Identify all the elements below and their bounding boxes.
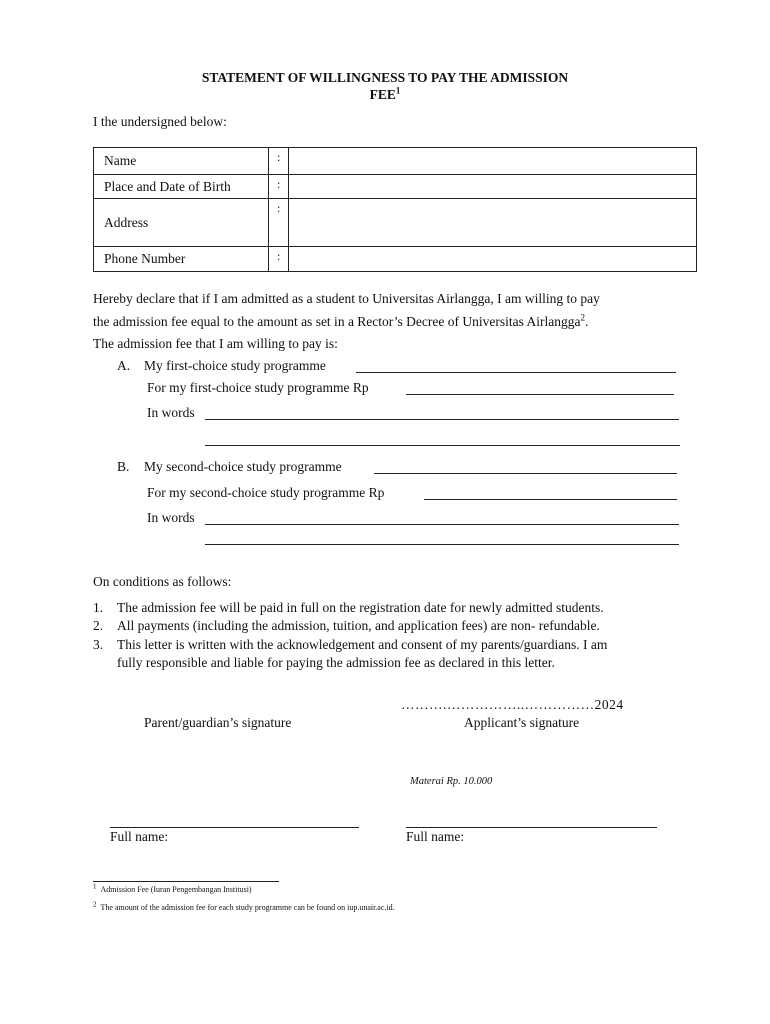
choice-a-words-field[interactable] <box>205 419 679 420</box>
footnote-separator <box>93 881 279 882</box>
choice-b-fee-label: For my second-choice study programme Rp <box>147 485 385 500</box>
footnote-ref-1: 1 <box>395 85 401 96</box>
label-address: Address <box>94 199 269 247</box>
footnote-2-text: The amount of the admission fee for each study programme can be found on iup.unair.ac.id. <box>100 903 395 912</box>
condition-3-text: This letter is written with the acknowledgement and consent of my parents/guardians. I am <box>117 637 608 652</box>
parent-signature-label: Parent/guardian’s signature <box>144 715 292 730</box>
address-field[interactable] <box>289 199 697 247</box>
choice-b-fee-field[interactable] <box>424 499 677 500</box>
intro-text: I the undersigned below: <box>93 114 227 129</box>
footnote-1 <box>93 882 252 894</box>
choice-b-programme-label: My second-choice study programme <box>144 459 342 474</box>
colon: : <box>269 247 289 272</box>
condition-2-number: 2. <box>93 618 104 633</box>
parent-full-name-label: Full name: <box>110 829 169 844</box>
signature-date-line[interactable]: ……….……………..……………2024 <box>401 697 624 712</box>
name-field[interactable] <box>289 148 697 175</box>
conditions-heading: On conditions as follows: <box>93 574 232 589</box>
declaration-line1: Hereby declare that if I am admitted as a student to Universitas Airlangga, I am willing to pay <box>93 291 600 306</box>
applicant-full-name-label: Full name: <box>406 829 465 844</box>
choice-b-programme-field[interactable] <box>374 473 677 474</box>
footnote-2-number: 2 <box>93 900 97 909</box>
footnote-ref-2: 2 <box>580 312 585 323</box>
choice-a-fee-label: For my first-choice study programme Rp <box>147 380 369 395</box>
applicant-signature-label: Applicant’s signature <box>464 715 580 730</box>
phone-number-field[interactable] <box>289 247 697 272</box>
declaration-line2-text: the admission fee equal to the amount as set in a Rector’s Decree of Universitas Airlangga <box>93 314 581 329</box>
choice-a-fee-field[interactable] <box>406 394 674 395</box>
declaration-line2 <box>93 314 588 330</box>
condition-3-number: 3. <box>93 637 104 652</box>
choice-a-words-field-line2[interactable] <box>205 445 680 446</box>
label-name: Name <box>94 148 269 175</box>
condition-1-text: The admission fee will be paid in full on the registration date for newly admitted students. <box>117 600 604 615</box>
parent-signature-line[interactable] <box>110 827 359 828</box>
label-phone-number: Phone Number <box>94 247 269 272</box>
choice-a-programme-label: My first-choice study programme <box>144 358 326 373</box>
colon: : <box>269 175 289 199</box>
applicant-info-table <box>93 147 697 272</box>
choice-b-words-label: In words <box>147 510 195 525</box>
declaration-line2-end: . <box>584 314 589 329</box>
choice-a-words-label: In words <box>147 405 195 420</box>
condition-3-text-line2: fully responsible and liable for paying the admission fee as declared in this letter. <box>117 655 555 670</box>
colon: : <box>269 148 289 175</box>
choice-a-marker: A. <box>117 358 131 373</box>
footnote-2 <box>93 900 395 912</box>
choice-b-marker: B. <box>117 459 130 474</box>
stamp-duty-label: Materai Rp. 10.000 <box>410 776 493 787</box>
document-title-line1: STATEMENT OF WILLINGNESS TO PAY THE ADMISSION <box>201 70 569 85</box>
table-row-birth <box>94 175 697 199</box>
document-title-line2 <box>0 86 770 103</box>
table-row-address <box>94 199 697 247</box>
choice-b-words-field-line2[interactable] <box>205 544 679 545</box>
choice-b-words-field[interactable] <box>205 524 679 525</box>
applicant-signature-line[interactable] <box>406 827 657 828</box>
choice-a-programme-field[interactable] <box>356 372 676 373</box>
label-place-date-birth: Place and Date of Birth <box>94 175 269 199</box>
condition-2-text: All payments (including the admission, tuition, and application fees) are non- refundable. <box>117 618 600 633</box>
table-row-phone <box>94 247 697 272</box>
colon: : <box>269 199 289 247</box>
place-date-birth-field[interactable] <box>289 175 697 199</box>
footnote-1-text: Admission Fee (Iuran Pengembangan Institusi) <box>100 885 252 894</box>
title-fee-word: FEE <box>369 87 396 102</box>
table-row-name <box>94 148 697 175</box>
footnote-1-number: 1 <box>93 882 97 891</box>
declaration-line3: The admission fee that I am willing to pay is: <box>93 336 338 351</box>
condition-1-number: 1. <box>93 600 104 615</box>
